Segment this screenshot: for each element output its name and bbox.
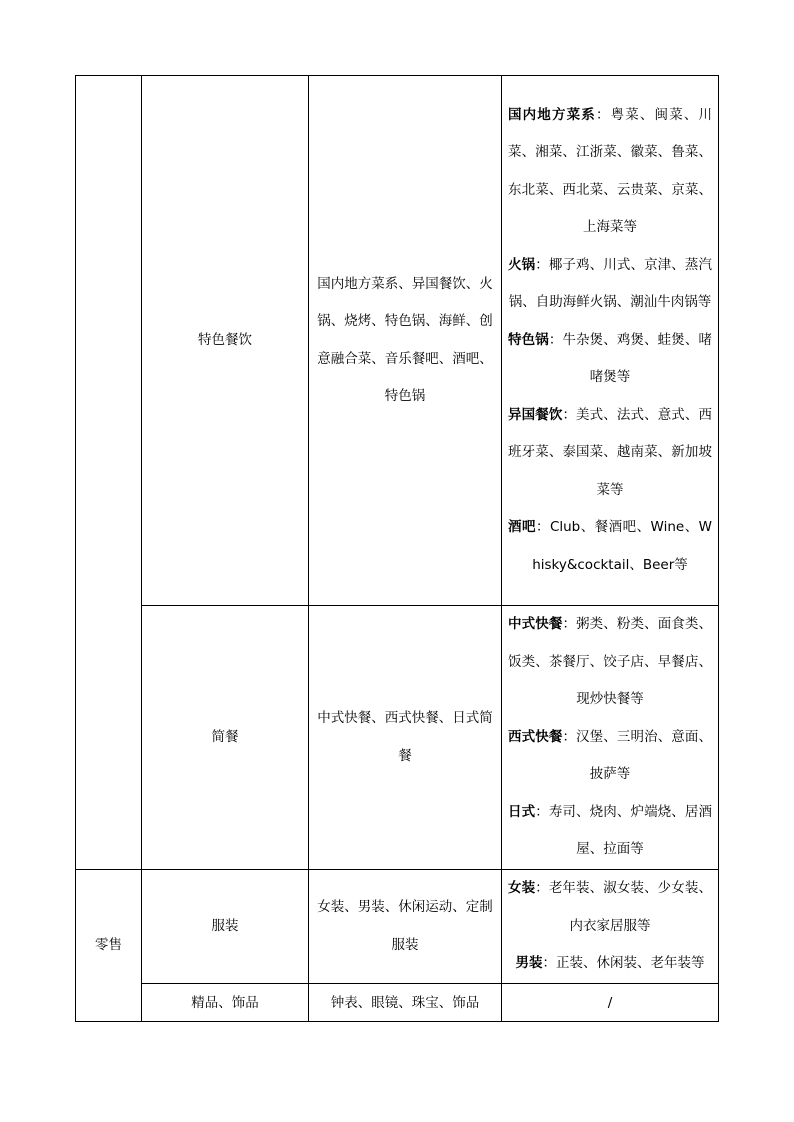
detail-label: 国内地方菜系 xyxy=(508,106,596,123)
detail-item: 女装：老年装、淑女装、少女装、内衣家居服等 xyxy=(508,880,713,934)
table-row xyxy=(76,984,719,1022)
detail-special-dining xyxy=(502,76,719,606)
category-cell-dining xyxy=(76,76,142,870)
detail-simple-meal xyxy=(502,606,719,870)
detail-text: 正装、休闲装、老年装等 xyxy=(556,955,705,972)
detail-item: 异国餐饮：美式、法式、意式、西班牙菜、泰国菜、越南菜、新加坡菜等 xyxy=(508,406,713,498)
detail-item: 西式快餐：汉堡、三明治、意面、披萨等 xyxy=(508,728,713,783)
detail-clothing xyxy=(502,870,719,984)
table-row xyxy=(76,76,719,606)
subcategory-clothing: 服装 xyxy=(142,870,309,984)
subcategory-simple-meal: 简餐 xyxy=(142,606,309,870)
scope-special-dining: 国内地方菜系、异国餐饮、火锅、烧烤、特色锅、海鲜、创意融合菜、音乐餐吧、酒吧、特色锅 xyxy=(309,76,502,606)
detail-label: 特色锅 xyxy=(508,331,549,348)
detail-item: 日式：寿司、烧肉、炉端烧、居酒屋、拉面等 xyxy=(508,803,713,858)
scope-clothing: 女装、男装、休闲运动、定制服装 xyxy=(309,870,502,984)
subcategory-special-dining: 特色餐饮 xyxy=(142,76,309,606)
table-row xyxy=(76,870,719,984)
detail-item: 中式快餐：粥类、粉类、面食类、饭类、茶餐厅、饺子店、早餐店、现炒快餐等 xyxy=(508,616,713,708)
detail-label: 火锅 xyxy=(508,256,536,273)
detail-item: 特色锅：牛杂煲、鸡煲、蛙煲、啫啫煲等 xyxy=(508,331,713,386)
detail-text: 美式、法式、意式、西班牙菜、泰国菜、越南菜、新加坡菜等 xyxy=(508,406,713,498)
detail-label: 女装 xyxy=(508,880,536,897)
detail-label: 西式快餐 xyxy=(508,728,563,745)
business-category-table xyxy=(75,75,719,1022)
detail-label: 男装 xyxy=(515,955,543,972)
detail-item: 酒吧：Club、餐酒吧、Wine、Whisky&cocktail、Beer等 xyxy=(508,519,713,573)
table-row xyxy=(76,606,719,870)
subcategory-boutique: 精品、饰品 xyxy=(142,984,309,1022)
detail-text: 椰子鸡、川式、京津、蒸汽锅、自助海鲜火锅、潮汕牛肉锅等 xyxy=(508,256,713,311)
detail-text: 老年装、淑女装、少女装、内衣家居服等 xyxy=(548,880,713,934)
detail-text: 寿司、烧肉、炉端烧、居酒屋、拉面等 xyxy=(548,803,713,858)
detail-text: 粤菜、闽菜、川菜、湘菜、江浙菜、徽菜、鲁菜、东北菜、西北菜、云贵菜、京菜、上海菜等 xyxy=(508,106,713,236)
detail-text: 粥类、粉类、面食类、饭类、茶餐厅、饺子店、早餐店、现炒快餐等 xyxy=(508,616,713,708)
detail-label: 异国餐饮 xyxy=(508,406,563,423)
detail-text: 汉堡、三明治、意面、披萨等 xyxy=(576,728,713,783)
detail-item: 男装：正装、休闲装、老年装等 xyxy=(515,955,705,972)
detail-boutique: / xyxy=(502,984,719,1022)
category-retail: 零售 xyxy=(76,870,142,1022)
detail-item: 国内地方菜系：粤菜、闽菜、川菜、湘菜、江浙菜、徽菜、鲁菜、东北菜、西北菜、云贵菜、京菜、上海菜等 xyxy=(508,106,713,236)
detail-text: 牛杂煲、鸡煲、蛙煲、啫啫煲等 xyxy=(562,331,713,386)
scope-boutique: 钟表、眼镜、珠宝、饰品 xyxy=(309,984,502,1022)
detail-label: 日式 xyxy=(508,803,536,820)
detail-item: 火锅：椰子鸡、川式、京津、蒸汽锅、自助海鲜火锅、潮汕牛肉锅等 xyxy=(508,256,713,311)
detail-label: 中式快餐 xyxy=(508,616,563,633)
detail-text: Club、餐酒吧、Wine、Whisky&cocktail、Beer等 xyxy=(532,519,713,573)
scope-simple-meal: 中式快餐、西式快餐、日式简餐 xyxy=(309,606,502,870)
detail-label: 酒吧 xyxy=(508,519,536,536)
